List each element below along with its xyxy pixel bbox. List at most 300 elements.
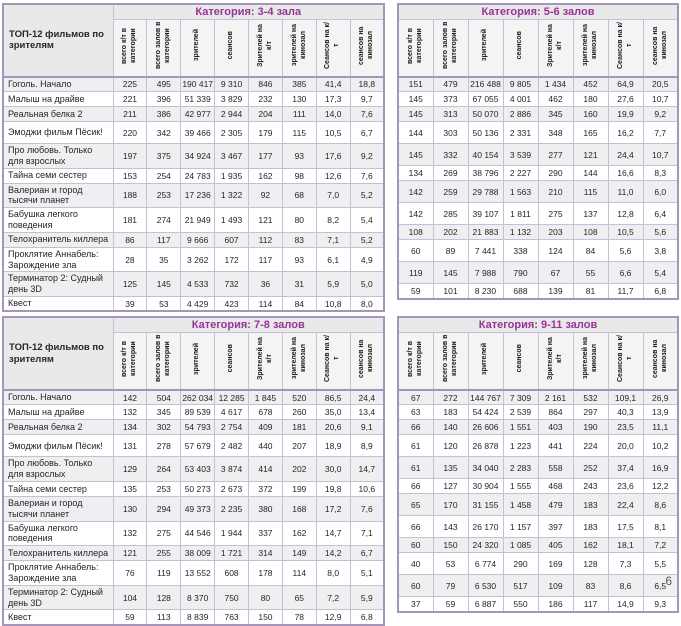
column-header-label: зрителей на кинозал xyxy=(290,24,307,66)
column-header-label: всего к/т в категории xyxy=(407,340,423,377)
data-cell: 80 xyxy=(249,585,283,610)
data-cell: 6,6 xyxy=(608,262,643,284)
data-cell: 6,4 xyxy=(643,203,678,225)
data-cell: 121 xyxy=(113,546,147,561)
data-cell: 11,0 xyxy=(608,181,643,203)
data-cell: 26 170 xyxy=(468,516,503,538)
data-cell: 93 xyxy=(282,144,316,169)
data-cell: 81 xyxy=(573,284,608,299)
data-cell: 846 xyxy=(249,77,283,92)
table-row xyxy=(398,405,678,420)
data-cell: 8,0 xyxy=(350,296,384,311)
data-cell: 1 493 xyxy=(215,208,249,233)
data-cell: 9 666 xyxy=(181,232,215,247)
data-cell: 128 xyxy=(147,585,181,610)
data-cell: 294 xyxy=(147,497,181,522)
film-name-cell: Бабушка легкого поведения xyxy=(3,208,113,233)
column-header xyxy=(316,19,350,77)
data-cell: 9 805 xyxy=(503,77,538,92)
data-cell: 67 055 xyxy=(468,92,503,107)
column-header-label: сеансов xyxy=(227,344,235,373)
data-cell: 149 xyxy=(282,546,316,561)
data-cell: 750 xyxy=(215,585,249,610)
column-header xyxy=(468,332,503,390)
data-cell: 517 xyxy=(503,575,538,597)
data-cell: 274 xyxy=(147,208,181,233)
data-cell: 558 xyxy=(538,457,573,479)
data-cell: 18,9 xyxy=(316,435,350,457)
data-cell: 7,1 xyxy=(350,521,384,546)
film-name-cell: Про любовь. Только для взрослых xyxy=(3,457,113,482)
data-cell: 165 xyxy=(573,122,608,144)
data-cell: 60 xyxy=(398,240,433,262)
data-cell: 1 944 xyxy=(215,521,249,546)
data-cell: 14,7 xyxy=(350,457,384,482)
data-cell: 42 977 xyxy=(181,107,215,122)
table-row xyxy=(398,553,678,575)
data-cell: 7,1 xyxy=(316,232,350,247)
column-header-label: сеансов на кинозал xyxy=(651,339,668,378)
data-cell: 338 xyxy=(503,240,538,262)
data-cell: 5,5 xyxy=(643,553,678,575)
data-cell: 4,9 xyxy=(350,247,384,272)
data-cell: 275 xyxy=(147,521,181,546)
data-cell: 59 xyxy=(433,597,468,612)
column-header xyxy=(398,19,433,77)
data-cell: 145 xyxy=(398,107,433,122)
data-cell: 19,8 xyxy=(316,482,350,497)
data-cell: 5,6 xyxy=(608,240,643,262)
data-cell: 59 xyxy=(113,610,147,625)
data-cell: 5,2 xyxy=(350,183,384,208)
data-cell: 2 754 xyxy=(215,420,249,435)
data-cell: 202 xyxy=(282,457,316,482)
data-cell: 278 xyxy=(147,435,181,457)
column-header xyxy=(503,332,538,390)
data-cell: 6,7 xyxy=(350,546,384,561)
data-cell: 5,1 xyxy=(350,561,384,586)
report-grid xyxy=(2,3,679,626)
data-cell: 86 xyxy=(113,232,147,247)
column-header xyxy=(538,332,573,390)
column-header-label: зрителей xyxy=(193,29,201,61)
data-cell: 6,0 xyxy=(643,181,678,203)
data-cell: 199 xyxy=(282,482,316,497)
data-cell: 608 xyxy=(215,561,249,586)
data-cell: 302 xyxy=(147,420,181,435)
data-cell: 39 107 xyxy=(468,203,503,225)
data-cell: 16,9 xyxy=(643,457,678,479)
data-cell: 4 617 xyxy=(215,405,249,420)
table-row xyxy=(3,420,384,435)
data-cell: 53 xyxy=(147,296,181,311)
data-cell: 44 546 xyxy=(181,521,215,546)
table-row xyxy=(3,521,384,546)
data-cell: 285 xyxy=(433,203,468,225)
film-name-cell: Валериан и город тысячи планет xyxy=(3,497,113,522)
data-cell: 160 xyxy=(573,107,608,122)
data-cell: 314 xyxy=(249,546,283,561)
data-cell: 8,2 xyxy=(316,208,350,233)
data-cell: 144 xyxy=(398,122,433,144)
table-row xyxy=(3,168,384,183)
column-header-label: сеансов на кинозал xyxy=(651,25,668,65)
data-cell: 1 935 xyxy=(215,168,249,183)
column-header-label: зрителей xyxy=(481,29,489,61)
data-cell: 63 xyxy=(398,405,433,420)
table-panel-3-4-halls xyxy=(2,3,385,312)
table-row xyxy=(398,390,678,405)
data-cell: 1 085 xyxy=(503,538,538,553)
data-cell: 688 xyxy=(503,284,538,299)
data-cell: 203 xyxy=(538,225,573,240)
film-name-cell: Тайна семи сестер xyxy=(3,482,113,497)
data-cell: 12 285 xyxy=(215,390,249,405)
data-cell: 65 xyxy=(282,585,316,610)
data-cell: 10,5 xyxy=(316,122,350,144)
data-cell: 7,6 xyxy=(350,107,384,122)
column-header xyxy=(573,332,608,390)
data-cell: 27,6 xyxy=(608,92,643,107)
data-cell: 18,8 xyxy=(350,77,384,92)
column-header xyxy=(282,19,316,77)
data-cell: 260 xyxy=(282,405,316,420)
data-cell: 38 009 xyxy=(181,546,215,561)
data-cell: 170 xyxy=(433,494,468,516)
data-cell: 117 xyxy=(573,597,608,612)
data-cell: 181 xyxy=(282,420,316,435)
data-cell: 51 339 xyxy=(181,92,215,107)
data-cell: 414 xyxy=(249,457,283,482)
table-row xyxy=(3,296,384,311)
data-cell: 151 xyxy=(398,77,433,92)
column-header xyxy=(608,332,643,390)
stats-table xyxy=(397,3,679,300)
table-row xyxy=(3,561,384,586)
column-header xyxy=(113,332,147,390)
data-cell: 29 788 xyxy=(468,181,503,203)
data-cell: 386 xyxy=(147,107,181,122)
data-cell: 1 223 xyxy=(503,435,538,457)
data-cell: 78 xyxy=(282,610,316,625)
data-cell: 2 539 xyxy=(503,405,538,420)
data-cell: 34 040 xyxy=(468,457,503,479)
data-cell: 13 552 xyxy=(181,561,215,586)
data-cell: 38 796 xyxy=(468,166,503,181)
data-cell: 54 424 xyxy=(468,405,503,420)
data-cell: 607 xyxy=(215,232,249,247)
data-cell: 479 xyxy=(538,494,573,516)
data-cell: 12,8 xyxy=(608,203,643,225)
data-cell: 7 309 xyxy=(503,390,538,405)
stats-table xyxy=(2,3,385,312)
film-name-cell: Эмоджи фильм Пёсик! xyxy=(3,435,113,457)
data-cell: 150 xyxy=(249,610,283,625)
film-name-cell: Тайна семи сестер xyxy=(3,168,113,183)
data-cell: 7 988 xyxy=(468,262,503,284)
data-cell: 190 417 xyxy=(181,77,215,92)
category-header: Категория: 9-11 залов xyxy=(398,317,678,332)
data-cell: 113 xyxy=(147,610,181,625)
data-cell: 13,9 xyxy=(643,405,678,420)
data-cell: 40 154 xyxy=(468,144,503,166)
data-cell: 16,6 xyxy=(608,166,643,181)
column-header xyxy=(181,19,215,77)
column-header-label: сеансов xyxy=(516,344,524,373)
data-cell: 66 xyxy=(398,516,433,538)
data-cell: 190 xyxy=(573,420,608,435)
data-cell: 1 845 xyxy=(249,390,283,405)
data-cell: 13,4 xyxy=(350,405,384,420)
data-cell: 145 xyxy=(398,144,433,166)
data-cell: 3 539 xyxy=(503,144,538,166)
data-cell: 8,3 xyxy=(643,166,678,181)
data-cell: 37,4 xyxy=(608,457,643,479)
data-cell: 397 xyxy=(538,516,573,538)
data-cell: 108 xyxy=(398,225,433,240)
data-cell: 132 xyxy=(113,521,147,546)
data-cell: 12,9 xyxy=(316,610,350,625)
data-cell: 121 xyxy=(249,208,283,233)
data-cell: 7,2 xyxy=(643,538,678,553)
table-row xyxy=(398,538,678,553)
data-cell: 532 xyxy=(573,390,608,405)
data-cell: 7,6 xyxy=(350,168,384,183)
data-cell: 134 xyxy=(113,420,147,435)
table-row xyxy=(3,92,384,107)
column-header xyxy=(147,332,181,390)
data-cell: 10,8 xyxy=(316,296,350,311)
column-header xyxy=(249,332,283,390)
data-cell: 409 xyxy=(249,420,283,435)
data-cell: 139 xyxy=(538,284,573,299)
data-cell: 504 xyxy=(147,390,181,405)
data-cell: 142 xyxy=(398,203,433,225)
data-cell: 396 xyxy=(147,92,181,107)
data-cell: 6,8 xyxy=(643,284,678,299)
data-cell: 232 xyxy=(249,92,283,107)
data-cell: 345 xyxy=(147,405,181,420)
data-cell: 8,6 xyxy=(608,575,643,597)
data-cell: 39 xyxy=(113,296,147,311)
table-row xyxy=(3,610,384,625)
category-row xyxy=(3,317,384,332)
data-cell: 31 xyxy=(282,272,316,297)
data-cell: 186 xyxy=(538,597,573,612)
data-cell: 6 774 xyxy=(468,553,503,575)
data-cell: 8,9 xyxy=(350,435,384,457)
film-name-cell: Квест xyxy=(3,610,113,625)
data-cell: 104 xyxy=(113,585,147,610)
data-cell: 2 283 xyxy=(503,457,538,479)
data-cell: 9,7 xyxy=(350,92,384,107)
data-cell: 115 xyxy=(282,122,316,144)
data-cell: 10,6 xyxy=(350,482,384,497)
data-cell: 385 xyxy=(282,77,316,92)
column-header-label: зрителей xyxy=(481,342,489,375)
data-cell: 262 034 xyxy=(181,390,215,405)
panel-title-cell: ТОП-12 фильмов по зрителям xyxy=(3,4,113,77)
data-cell: 40 xyxy=(398,553,433,575)
data-cell: 342 xyxy=(147,122,181,144)
column-header-label: всего залов в категории xyxy=(155,21,171,69)
data-cell: 153 xyxy=(113,168,147,183)
data-cell: 130 xyxy=(113,497,147,522)
table-row xyxy=(398,240,678,262)
table-row xyxy=(398,516,678,538)
data-cell: 224 xyxy=(573,435,608,457)
data-cell: 10,2 xyxy=(643,435,678,457)
film-name-cell: Малыш на драйве xyxy=(3,92,113,107)
data-cell: 272 xyxy=(433,390,468,405)
column-header xyxy=(113,19,147,77)
data-cell: 65 xyxy=(398,494,433,516)
data-cell: 9,2 xyxy=(350,144,384,169)
category-row xyxy=(398,317,678,332)
data-cell: 115 xyxy=(573,181,608,203)
film-name-cell: Реальная белка 2 xyxy=(3,420,113,435)
film-name-cell: Эмоджи фильм Пёсик! xyxy=(3,122,113,144)
data-cell: 135 xyxy=(113,482,147,497)
table-row xyxy=(398,597,678,612)
data-cell: 26 606 xyxy=(468,420,503,435)
column-header xyxy=(181,332,215,390)
data-cell: 864 xyxy=(538,405,573,420)
column-header xyxy=(433,19,468,77)
data-cell: 181 xyxy=(113,208,147,233)
data-cell: 60 xyxy=(398,538,433,553)
data-cell: 55 xyxy=(573,262,608,284)
data-cell: 8,0 xyxy=(316,561,350,586)
data-cell: 23,5 xyxy=(608,420,643,435)
film-name-cell: Телохранитель киллера xyxy=(3,546,113,561)
data-cell: 313 xyxy=(433,107,468,122)
column-header-label: всего залов в категории xyxy=(441,21,458,69)
table-row xyxy=(3,247,384,272)
data-cell: 169 xyxy=(538,553,573,575)
data-cell: 5,2 xyxy=(350,232,384,247)
column-header-label: сеансов xyxy=(516,30,524,60)
data-cell: 117 xyxy=(147,232,181,247)
data-cell: 172 xyxy=(215,247,249,272)
data-cell: 14,9 xyxy=(608,597,643,612)
column-header xyxy=(215,19,249,77)
data-cell: 17,3 xyxy=(316,92,350,107)
data-cell: 269 xyxy=(433,166,468,181)
data-cell: 121 xyxy=(573,144,608,166)
column-header xyxy=(608,19,643,77)
data-cell: 3 467 xyxy=(215,144,249,169)
data-cell: 61 xyxy=(398,457,433,479)
data-cell: 114 xyxy=(282,561,316,586)
data-cell: 64,9 xyxy=(608,77,643,92)
data-cell: 678 xyxy=(249,405,283,420)
column-header-label: Зрителей на к/т xyxy=(256,23,273,67)
table-row xyxy=(398,284,678,299)
data-cell: 66 xyxy=(398,479,433,494)
data-cell: 6,7 xyxy=(350,122,384,144)
table-row xyxy=(3,232,384,247)
data-cell: 7,2 xyxy=(316,585,350,610)
category-header: Категория: 7-8 залов xyxy=(113,317,384,332)
data-cell: 30 904 xyxy=(468,479,503,494)
data-cell: 468 xyxy=(538,479,573,494)
data-cell: 2 227 xyxy=(503,166,538,181)
data-cell: 109 xyxy=(538,575,573,597)
data-cell: 348 xyxy=(538,122,573,144)
data-cell: 290 xyxy=(503,553,538,575)
data-cell: 225 xyxy=(113,77,147,92)
data-cell: 9,1 xyxy=(350,420,384,435)
data-cell: 67 xyxy=(398,390,433,405)
data-cell: 221 xyxy=(113,92,147,107)
table-row xyxy=(3,107,384,122)
data-cell: 441 xyxy=(538,435,573,457)
data-cell: 403 xyxy=(538,420,573,435)
data-cell: 84 xyxy=(573,240,608,262)
film-name-cell: Малыш на драйве xyxy=(3,405,113,420)
data-cell: 120 xyxy=(433,435,468,457)
data-cell: 30,0 xyxy=(316,457,350,482)
data-cell: 112 xyxy=(249,232,283,247)
data-cell: 440 xyxy=(249,435,283,457)
table-panel-9-11-halls xyxy=(397,316,679,625)
table-row xyxy=(3,482,384,497)
data-cell: 2 673 xyxy=(215,482,249,497)
table-row xyxy=(3,208,384,233)
data-cell: 790 xyxy=(503,262,538,284)
table-row xyxy=(3,497,384,522)
data-cell: 264 xyxy=(147,457,181,482)
data-cell: 131 xyxy=(113,435,147,457)
data-cell: 332 xyxy=(433,144,468,166)
column-header xyxy=(573,19,608,77)
data-cell: 125 xyxy=(113,272,147,297)
column-header xyxy=(433,332,468,390)
table-row xyxy=(398,107,678,122)
column-header-label: Сеансов на к/т xyxy=(616,21,633,69)
data-cell: 26,9 xyxy=(643,390,678,405)
data-cell: 140 xyxy=(433,420,468,435)
data-cell: 54 793 xyxy=(181,420,215,435)
table-panel-7-8-halls xyxy=(2,316,385,625)
data-cell: 380 xyxy=(249,497,283,522)
film-name-cell: Реальная белка 2 xyxy=(3,107,113,122)
data-cell: 117 xyxy=(249,247,283,272)
data-cell: 124 xyxy=(538,240,573,262)
column-header-label: всего к/т в категории xyxy=(121,26,137,64)
column-header xyxy=(350,19,384,77)
data-cell: 20,6 xyxy=(316,420,350,435)
column-header-label: зрителей xyxy=(193,342,201,375)
column-header xyxy=(316,332,350,390)
data-cell: 3,8 xyxy=(643,240,678,262)
data-cell: 520 xyxy=(282,390,316,405)
film-name-cell: Бабушка легкого поведения xyxy=(3,521,113,546)
category-header: Категория: 5-6 залов xyxy=(398,4,678,19)
table-row xyxy=(398,122,678,144)
data-cell: 763 xyxy=(215,610,249,625)
data-cell: 59 xyxy=(398,284,433,299)
data-cell: 17,2 xyxy=(316,497,350,522)
column-header-label: всего залов в категории xyxy=(441,334,458,383)
film-name-cell: Гоголь. Начало xyxy=(3,390,113,405)
film-name-cell: Проклятие Аннабель: Зарождение зла xyxy=(3,247,113,272)
data-cell: 35 xyxy=(147,247,181,272)
film-name-cell: Квест xyxy=(3,296,113,311)
table-row xyxy=(3,405,384,420)
data-cell: 53 xyxy=(433,553,468,575)
